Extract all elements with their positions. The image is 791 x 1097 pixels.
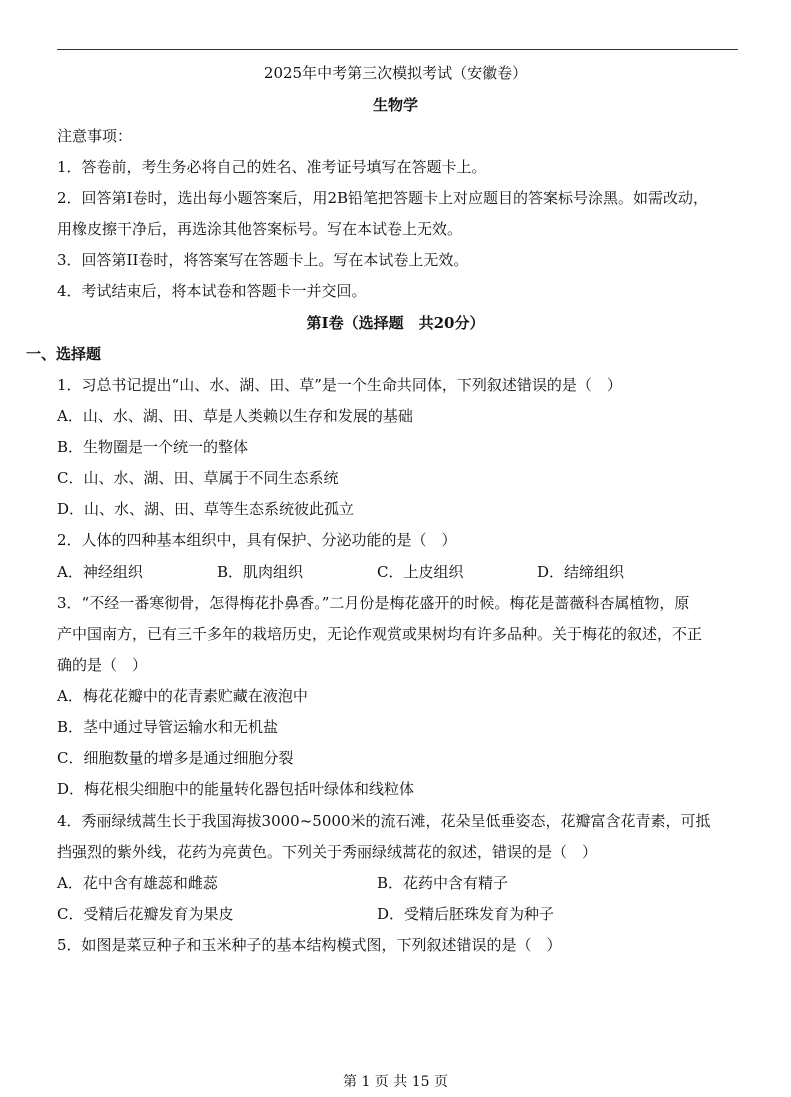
question-3-stem-line: 3．“不经一番寒彻骨，怎得梅花扑鼻香。”二月份是梅花盛开的时候。梅花是蔷薇科杏属植物，原 xyxy=(57,594,690,612)
question-5-stem: 5．如图是菜豆种子和玉米种子的基本结构模式图，下列叙述错误的是（ ） xyxy=(57,936,562,954)
note-item: 3．回答第II卷时，将答案写在答题卡上。写在本试卷上无效。 xyxy=(57,251,469,269)
note-item: 4．考试结束后，将本试卷和答题卡一并交回。 xyxy=(57,282,367,300)
question-4-option-d: D．受精后胚珠发育为种子 xyxy=(377,905,555,923)
question-3-option-a: A．梅花花瓣中的花青素贮藏在液泡中 xyxy=(57,687,308,705)
question-1-stem: 1．习总书记提出“山、水、湖、田、草”是一个生命共同体，下列叙述错误的是（ ） xyxy=(57,376,622,394)
question-4-option-c: C．受精后花瓣发育为果皮 xyxy=(57,905,234,923)
question-4-stem-line: 4．秀丽绿绒蒿生长于我国海拔3000~5000米的流石滩，花朵呈低垂姿态，花瓣富含花青素，可抵 xyxy=(57,812,711,830)
question-4-stem-line: 挡强烈的紫外线，花药为亮黄色。下列关于秀丽绿绒蒿花的叙述，错误的是（ ） xyxy=(57,843,598,861)
question-3-option-d: D．梅花根尖细胞中的能量转化器包括叶绿体和线粒体 xyxy=(57,780,415,798)
note-item-continued: 用橡皮擦干净后，再选涂其他答案标号。写在本试卷上无效。 xyxy=(57,220,463,238)
question-1-option-b: B．生物圈是一个统一的整体 xyxy=(57,438,249,456)
question-2-option-b: B．肌肉组织 xyxy=(217,563,304,581)
question-1-option-d: D．山、水、湖、田、草等生态系统彼此孤立 xyxy=(57,500,355,518)
note-item: 2．回答第I卷时，选出每小题答案后，用2B铅笔把答题卡上对应题目的答案标号涂黑。如需改动， xyxy=(57,189,709,207)
section-title: 一、选择题 xyxy=(26,345,102,363)
question-2-option-d: D．结缔组织 xyxy=(537,563,625,581)
header-rule xyxy=(57,49,738,50)
exam-title: 2025年中考第三次模拟考试（安徽卷） xyxy=(263,64,528,82)
question-3-stem-line: 确的是（ ） xyxy=(57,656,148,674)
question-3-option-c: C．细胞数量的增多是通过细胞分裂 xyxy=(57,749,294,767)
part-title: 第I卷（选择题 共20分） xyxy=(306,314,485,332)
question-2-option-a: A．神经组织 xyxy=(57,563,143,581)
subject-title: 生物学 xyxy=(372,96,418,114)
question-3-stem-line: 产中国南方，已有三千多年的栽培历史，无论作观赏或果树均有许多品种。关于梅花的叙述，不正 xyxy=(57,625,703,643)
question-2-option-c: C．上皮组织 xyxy=(377,563,464,581)
note-item: 1．答卷前，考生务必将自己的姓名、准考证号填写在答题卡上。 xyxy=(57,158,487,176)
question-2-stem: 2．人体的四种基本组织中，具有保护、分泌功能的是（ ） xyxy=(57,531,457,549)
question-4-option-b: B．花药中含有精子 xyxy=(377,874,509,892)
question-4-option-a: A．花中含有雄蕊和雌蕊 xyxy=(57,874,218,892)
question-3-option-b: B．茎中通过导管运输水和无机盐 xyxy=(57,718,279,736)
question-1-option-a: A．山、水、湖、田、草是人类赖以生存和发展的基础 xyxy=(57,407,413,425)
question-1-option-c: C．山、水、湖、田、草属于不同生态系统 xyxy=(57,469,339,487)
page-footer: 第 1 页 共 15 页 xyxy=(343,1074,448,1090)
notes-heading: 注意事项： xyxy=(57,127,133,145)
